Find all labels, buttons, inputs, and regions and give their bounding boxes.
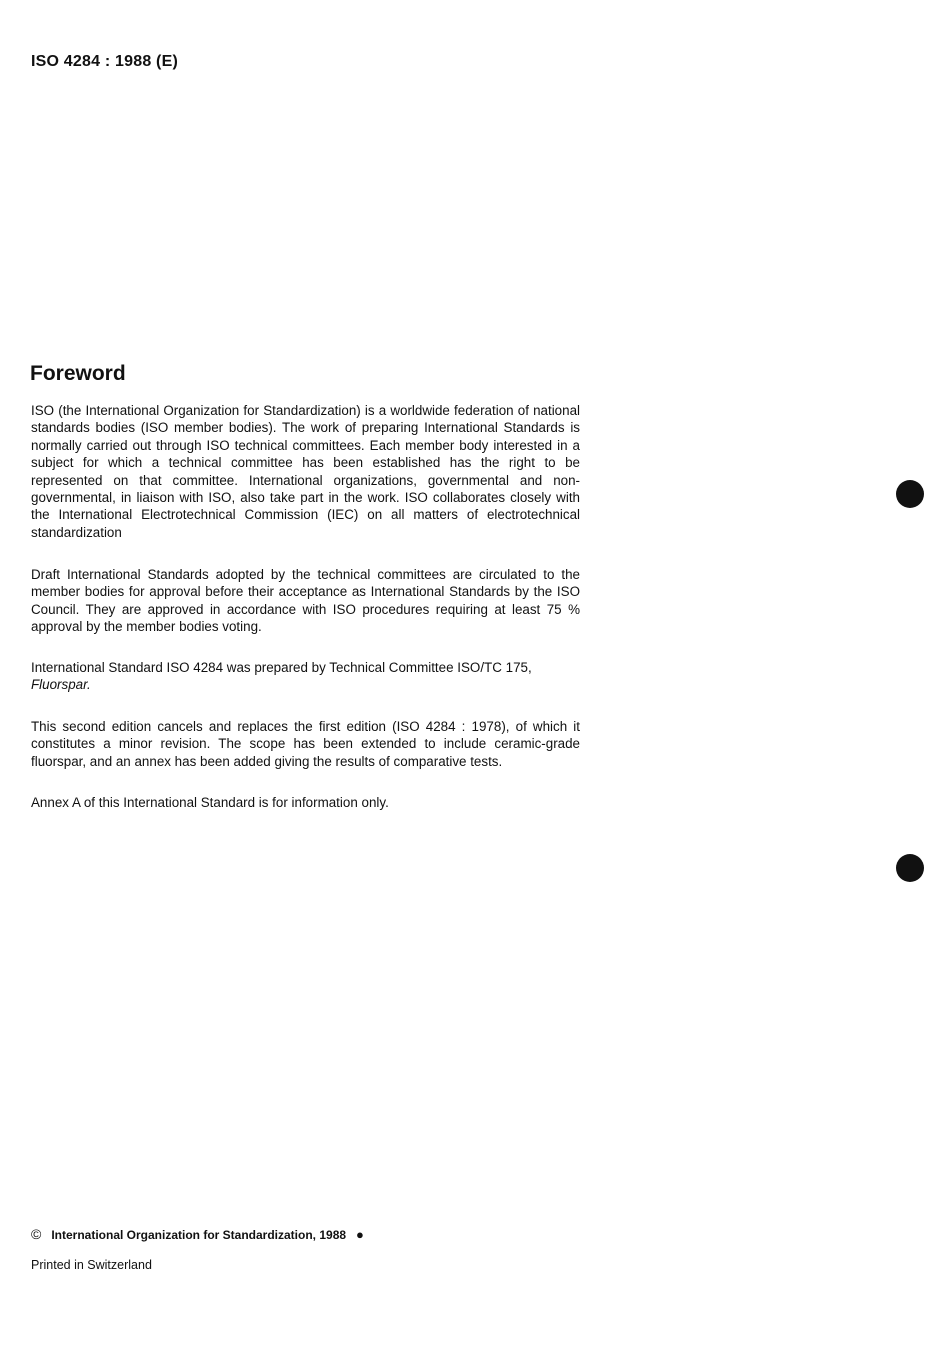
foreword-paragraph-draft-standards: Draft International Standards adopted by the technical committees are circulated to the member bodies for approval before their acceptance as International Standards by the ISO Council. They are approved in accordance with ISO procedures requiring at least 75 % approval by the member bodies voting. [31, 567, 580, 635]
copyright-holder: International Organization for Standardization, 1988 [51, 1228, 347, 1242]
printed-in-note: Printed in Switzerland [31, 1258, 152, 1272]
foreword-paragraph-edition: This second edition cancels and replaces the first edition (ISO 4284 : 1978), of which it constitutes a minor revision. The scope has been extended to include ceramic-grade fluorspar, and an annex has been added giving the results of comparative tests. [31, 719, 580, 769]
punch-hole-mark [896, 854, 924, 882]
prepared-by-text: International Standard ISO 4284 was prepared by Technical Committee ISO/TC 175, [31, 660, 532, 675]
copyright-icon: © [31, 1226, 42, 1242]
bullet-icon: ● [356, 1227, 364, 1242]
document-identifier: ISO 4284 : 1988 (E) [31, 53, 178, 70]
foreword-paragraph-annex: Annex A of this International Standard is for information only. [31, 795, 389, 810]
foreword-heading: Foreword [30, 362, 126, 385]
punch-hole-mark [896, 480, 924, 508]
foreword-paragraph-iso-description: ISO (the International Organization for Standardization) is a worldwide federation of national standards bodies (ISO member bodies). The work of preparing International Standards is normally carried out through ISO technical committees. Each member body interested in a subject for which a technical committee has been established has the right to be represented on that committee. International organizations, governmental and non-governmental, in liaison with ISO, also take part in the work. ISO collaborates closely with the International Electrotechnical Commission (IEC) on all matters of electrotechnical standardization [31, 403, 580, 540]
copyright-line [31, 1226, 364, 1242]
committee-title: Fluorspar. [31, 677, 91, 693]
foreword-paragraph-prepared-by [31, 659, 580, 694]
